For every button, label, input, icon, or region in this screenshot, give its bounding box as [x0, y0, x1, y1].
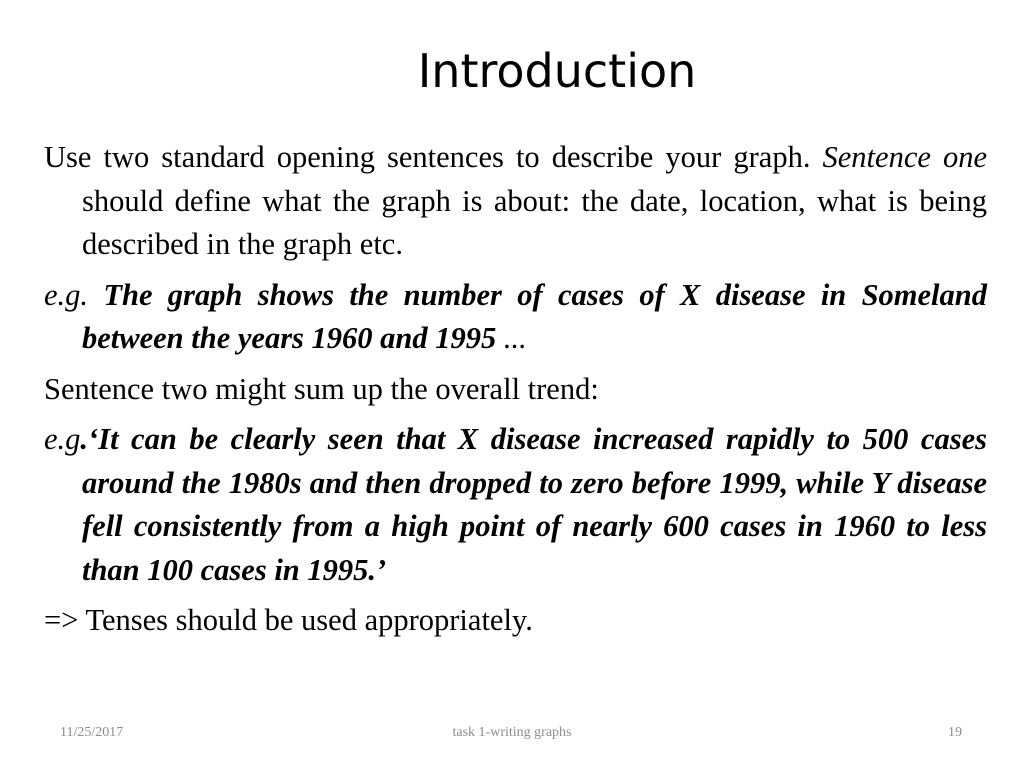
- footer-title: task 1-writing graphs: [452, 725, 572, 740]
- paragraph-1-continuation: should define what the graph is about: the date, location, what is being described in the graph etc.: [82, 183, 987, 261]
- slide-body: [44, 136, 987, 643]
- paragraph-1-text: Use two standard opening sentences to describe your graph.: [44, 140, 823, 174]
- sentence-one-emphasis: Sentence one: [822, 140, 987, 174]
- paragraph-example-2: [44, 418, 987, 592]
- paragraph-sentence-two: Sentence two might sum up the overall trend:: [44, 371, 599, 406]
- paragraph-example-1: [44, 274, 987, 361]
- example-1-prefix: e.g.: [44, 277, 104, 312]
- paragraph-opening-sentences: [44, 136, 987, 267]
- footer-date: 11/25/2017: [60, 725, 124, 740]
- paragraph-tenses-note: => Tenses should be used appropriately.: [44, 603, 533, 637]
- example-1-ellipsis: ...: [496, 321, 527, 355]
- example-1-sentence: The graph shows the number of cases of X disease in Someland between the years 1960 and 1995: [82, 277, 987, 355]
- footer-page-number: 19: [948, 725, 962, 740]
- example-2-sentence: .‘It can be clearly seen that X disease increased rapidly to 500 cases around the 1980s and then dropped to zero before 1999, while Y disease fell consistently from a high point of nearly 600 cases in 1960 to less than 100 cases in 1995.’: [80, 422, 987, 587]
- slide-title: Introduction: [417, 44, 697, 98]
- example-2-prefix: e.g: [44, 422, 81, 456]
